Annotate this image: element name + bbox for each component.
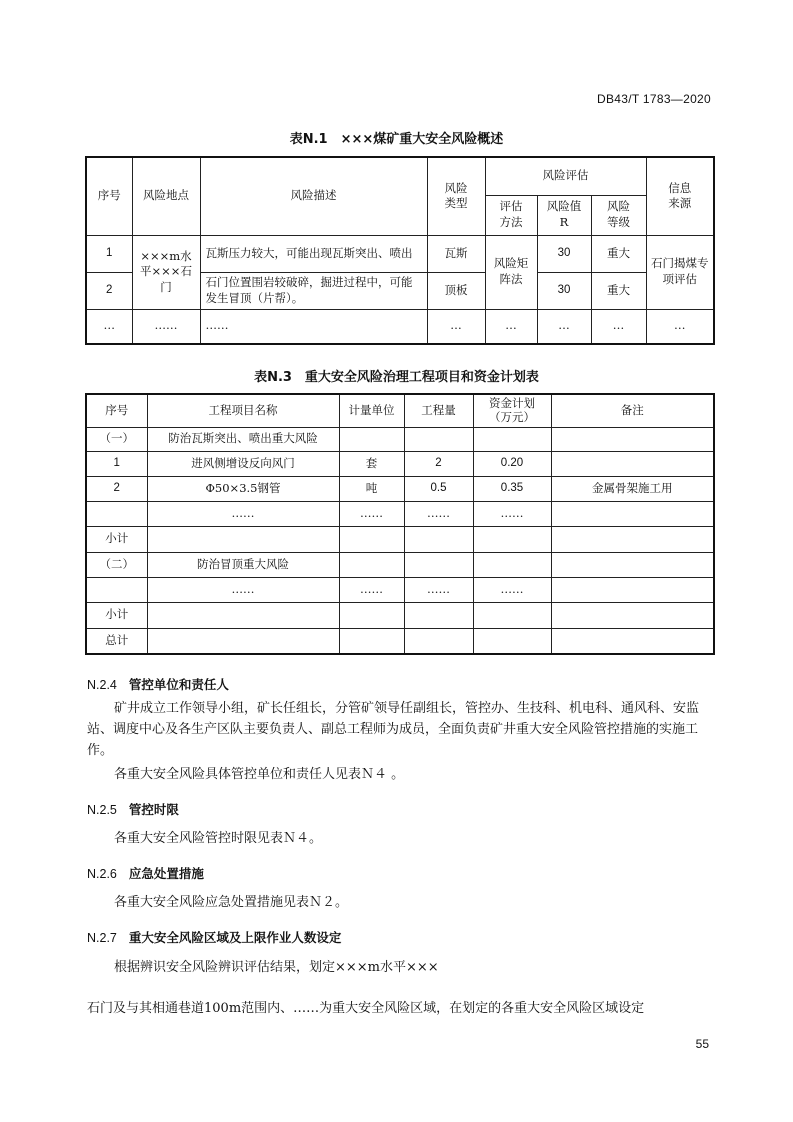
- cell-no: 1: [86, 235, 132, 272]
- cell-name: [147, 628, 339, 654]
- cell-no: …: [86, 309, 132, 344]
- table-n3: [85, 393, 715, 655]
- col-header-type: 风险 类型: [427, 157, 485, 235]
- col-header-method: 评估 方法: [485, 195, 537, 235]
- cell-type: 瓦斯: [427, 235, 485, 272]
- cell-level: …: [591, 309, 646, 344]
- cell-note: [551, 628, 714, 654]
- cell-note: 金属骨架施工用: [551, 476, 714, 501]
- cell-name: 进风侧增设反向风门: [147, 451, 339, 476]
- cell-qty: [404, 526, 473, 552]
- cell-fund: [473, 602, 551, 628]
- section-title: 管控单位和责任人: [128, 677, 229, 692]
- cell-qty: 2: [404, 451, 473, 476]
- cell-note: [551, 602, 714, 628]
- cell-note: [551, 501, 714, 526]
- cell-no: 总计: [86, 628, 147, 654]
- section-title: 重大安全风险区域及上限作业人数设定: [128, 930, 342, 945]
- cell-name: ……: [147, 577, 339, 602]
- cell-no: 2: [86, 272, 132, 309]
- cell-no: 小计: [86, 526, 147, 552]
- cell-source: 石门揭煤专项评估: [646, 235, 714, 309]
- table-row: [86, 602, 714, 628]
- cell-unit: [339, 628, 404, 654]
- cell-qty: ……: [404, 577, 473, 602]
- cell-fund: [473, 526, 551, 552]
- cell-unit: ……: [339, 501, 404, 526]
- cell-no: 1: [86, 451, 147, 476]
- table-row: [86, 552, 714, 577]
- cell-value: 30: [537, 272, 591, 309]
- col-header-no: 序号: [86, 157, 132, 235]
- paragraph: 各重大安全风险管控时限见表Ｎ４。: [114, 831, 323, 846]
- cell-unit: [339, 602, 404, 628]
- section-number: N.2.7: [87, 931, 117, 945]
- col-header-note: 备注: [551, 394, 714, 427]
- cell-description: 石门位置围岩较破碎，掘进过程中，可能发生冒顶（片帮）。: [200, 272, 427, 309]
- cell-name: Φ50×3.5钢管: [147, 476, 339, 501]
- paragraph: 各重大安全风险具体管控单位和责任人见表Ｎ４ 。: [114, 767, 405, 782]
- section-number: N.2.6: [87, 867, 117, 881]
- cell-qty: [404, 628, 473, 654]
- col-header-value: 风险值 R: [537, 195, 591, 235]
- cell-unit: [339, 427, 404, 451]
- col-header-fund: 资金计划 （万元）: [473, 394, 551, 427]
- cell-no: （一）: [86, 427, 147, 451]
- cell-no: （二）: [86, 552, 147, 577]
- cell-unit: 套: [339, 451, 404, 476]
- cell-source: …: [646, 309, 714, 344]
- page-number: 55: [695, 1037, 709, 1051]
- cell-method: …: [485, 309, 537, 344]
- cell-method: 风险矩阵法: [485, 235, 537, 309]
- section-heading: [87, 928, 341, 946]
- section-heading: [87, 800, 179, 818]
- cell-note: [551, 526, 714, 552]
- cell-type: 顶板: [427, 272, 485, 309]
- table-row: [86, 235, 714, 272]
- table-row: [86, 577, 714, 602]
- cell-fund: [473, 427, 551, 451]
- cell-note: [551, 552, 714, 577]
- cell-level: 重大: [591, 235, 646, 272]
- cell-note: [551, 451, 714, 476]
- cell-name: 防治瓦斯突出、喷出重大风险: [147, 427, 339, 451]
- cell-description: ……: [200, 309, 427, 344]
- cell-unit: [339, 552, 404, 577]
- col-header-unit: 计量单位: [339, 394, 404, 427]
- cell-no: [86, 501, 147, 526]
- cell-name: [147, 602, 339, 628]
- cell-unit: [339, 526, 404, 552]
- cell-type: …: [427, 309, 485, 344]
- table-row: [86, 526, 714, 552]
- section-number: N.2.4: [87, 678, 117, 692]
- section-title: 管控时限: [128, 802, 179, 817]
- section-heading: [87, 675, 229, 693]
- cell-qty: [404, 552, 473, 577]
- cell-fund: ……: [473, 501, 551, 526]
- table-row: [86, 427, 714, 451]
- cell-level: 重大: [591, 272, 646, 309]
- cell-fund: 0.35: [473, 476, 551, 501]
- cell-fund: [473, 552, 551, 577]
- cell-location: ×××m水平×××石门: [132, 235, 200, 309]
- cell-no: [86, 577, 147, 602]
- table-row: [86, 628, 714, 654]
- cell-qty: [404, 602, 473, 628]
- col-header-assessment: 风险评估: [485, 157, 646, 195]
- paragraph: 各重大安全风险应急处置措施见表Ｎ２。: [114, 895, 349, 910]
- cell-note: [551, 577, 714, 602]
- table-n1-caption: 表N.1 ×××煤矿重大安全风险概述: [289, 132, 504, 147]
- cell-unit: 吨: [339, 476, 404, 501]
- col-header-source: 信息 来源: [646, 157, 714, 235]
- col-header-name: 工程项目名称: [147, 394, 339, 427]
- table-row: [86, 451, 714, 476]
- table-n1: [85, 156, 715, 345]
- paragraph: 根据辨识安全风险辨识评估结果，划定×××m水平×××: [114, 960, 439, 975]
- cell-qty: [404, 427, 473, 451]
- cell-fund: [473, 628, 551, 654]
- table-n3-caption: 表N.3 重大安全风险治理工程项目和资金计划表: [254, 370, 539, 385]
- section-heading: [87, 864, 204, 882]
- cell-value: …: [537, 309, 591, 344]
- cell-unit: ……: [339, 577, 404, 602]
- cell-name: 防治冒顶重大风险: [147, 552, 339, 577]
- cell-no: 小计: [86, 602, 147, 628]
- table-row: [86, 501, 714, 526]
- cell-description: 瓦斯压力较大，可能出现瓦斯突出、喷出: [200, 235, 427, 272]
- cell-name: [147, 526, 339, 552]
- cell-no: 2: [86, 476, 147, 501]
- document-code: DB43/T 1783—2020: [597, 92, 711, 106]
- section-title: 应急处置措施: [128, 866, 204, 881]
- cell-qty: 0.5: [404, 476, 473, 501]
- col-header-level: 风险 等级: [591, 195, 646, 235]
- col-header-location: 风险地点: [132, 157, 200, 235]
- cell-value: 30: [537, 235, 591, 272]
- paragraph: 矿井成立工作领导小组，矿长任组长，分管矿领导任副组长，管控办、生技科、机电科、通风科、安监站、调度中心及各生产区队主要负责人、副总工程师为成员，全面负责矿井重大安全风险管控措施的实施工作。: [87, 701, 700, 758]
- section-number: N.2.5: [87, 803, 117, 817]
- cell-note: [551, 427, 714, 451]
- col-header-no: 序号: [86, 394, 147, 427]
- col-header-description: 风险描述: [200, 157, 427, 235]
- cell-fund: 0.20: [473, 451, 551, 476]
- paragraph: 石门及与其相通巷道100m范围内、……为重大安全风险区域，在划定的各重大安全风险区域设定: [87, 1001, 645, 1016]
- cell-qty: ……: [404, 501, 473, 526]
- table-row: [86, 309, 714, 344]
- cell-location: ……: [132, 309, 200, 344]
- table-row: [86, 476, 714, 501]
- cell-name: ……: [147, 501, 339, 526]
- cell-fund: ……: [473, 577, 551, 602]
- col-header-qty: 工程量: [404, 394, 473, 427]
